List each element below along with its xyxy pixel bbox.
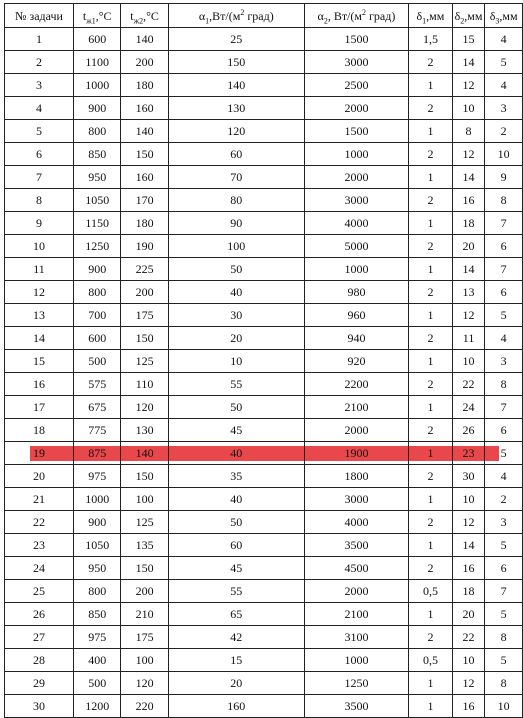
t1-cell: 1050 xyxy=(74,189,121,212)
alpha2-cell: 920 xyxy=(304,350,408,373)
alpha1-cell: 55 xyxy=(168,580,304,603)
delta3-cell: 5 xyxy=(485,534,523,557)
delta1-cell: 2 xyxy=(409,235,453,258)
delta1-cell: 1 xyxy=(409,603,453,626)
task-number-cell: 25 xyxy=(5,580,74,603)
t1-cell: 675 xyxy=(74,396,121,419)
alpha1-cell: 40 xyxy=(168,281,304,304)
alpha2-cell: 5000 xyxy=(304,235,408,258)
delta1-cell: 1 xyxy=(409,258,453,281)
t1-cell: 400 xyxy=(74,649,121,672)
alpha1-cell: 130 xyxy=(168,97,304,120)
task-number-cell: 26 xyxy=(5,603,74,626)
t1-cell: 800 xyxy=(74,580,121,603)
t1-cell: 900 xyxy=(74,97,121,120)
delta1-cell: 1 xyxy=(409,488,453,511)
task-parameters-table xyxy=(4,3,523,718)
t1-cell: 575 xyxy=(74,373,121,396)
alpha2-cell: 1900 xyxy=(304,442,408,465)
delta3-cell: 9 xyxy=(485,166,523,189)
delta1-cell: 1 xyxy=(409,534,453,557)
table-row xyxy=(5,465,523,488)
delta1-cell: 0,5 xyxy=(409,649,453,672)
t2-cell: 100 xyxy=(121,488,168,511)
alpha2-cell: 2000 xyxy=(304,166,408,189)
alpha2-cell: 3100 xyxy=(304,626,408,649)
alpha2-cell: 3500 xyxy=(304,695,408,718)
header-t1: $t_{ж1},^\circ C$ xyxy=(74,4,121,28)
delta3-cell: 6 xyxy=(485,235,523,258)
delta1-cell: 2 xyxy=(409,97,453,120)
alpha1-cell: 60 xyxy=(168,143,304,166)
alpha1-cell: 40 xyxy=(168,488,304,511)
t1-cell: 1000 xyxy=(74,488,121,511)
t1-cell: 800 xyxy=(74,120,121,143)
alpha2-cell: 1500 xyxy=(304,120,408,143)
delta3-cell: 8 xyxy=(485,626,523,649)
alpha1-cell: 50 xyxy=(168,258,304,281)
delta1-cell: 2 xyxy=(409,419,453,442)
delta3-cell: 7 xyxy=(485,580,523,603)
table-row xyxy=(5,28,523,51)
alpha1-cell: 90 xyxy=(168,212,304,235)
t1-cell: 500 xyxy=(74,672,121,695)
delta1-cell: 2 xyxy=(409,143,453,166)
task-number-cell: 13 xyxy=(5,304,74,327)
t1-cell: 1200 xyxy=(74,695,121,718)
task-number-cell: 29 xyxy=(5,672,74,695)
delta2-cell: 24 xyxy=(452,396,484,419)
task-number-cell: 23 xyxy=(5,534,74,557)
t1-cell: 800 xyxy=(74,281,121,304)
delta1-cell: 1 xyxy=(409,672,453,695)
table-row xyxy=(5,189,523,212)
task-number-cell: 1 xyxy=(5,28,74,51)
alpha1-cell: 160 xyxy=(168,695,304,718)
t2-cell: 170 xyxy=(121,189,168,212)
table-row xyxy=(5,51,523,74)
delta2-cell: 20 xyxy=(452,603,484,626)
alpha2-cell: 2500 xyxy=(304,74,408,97)
delta2-cell: 20 xyxy=(452,235,484,258)
t2-cell: 135 xyxy=(121,534,168,557)
delta1-cell: 1 xyxy=(409,396,453,419)
alpha2-cell: 2100 xyxy=(304,396,408,419)
table-row xyxy=(5,488,523,511)
table-row xyxy=(5,695,523,718)
delta2-cell: 10 xyxy=(452,350,484,373)
alpha2-cell: 960 xyxy=(304,304,408,327)
delta3-cell: 4 xyxy=(485,327,523,350)
task-number-cell: 5 xyxy=(5,120,74,143)
delta2-cell: 22 xyxy=(452,373,484,396)
delta3-cell: 3 xyxy=(485,350,523,373)
table-row xyxy=(5,580,523,603)
table-row xyxy=(5,672,523,695)
t1-cell: 850 xyxy=(74,603,121,626)
delta3-cell: 4 xyxy=(485,465,523,488)
t1-cell: 1100 xyxy=(74,51,121,74)
table-row xyxy=(5,304,523,327)
t1-cell: 900 xyxy=(74,258,121,281)
table-row xyxy=(5,327,523,350)
t1-cell: 1000 xyxy=(74,74,121,97)
header-alpha1: $\alpha_1,Вт/(м^2$ град) xyxy=(168,4,304,28)
t2-cell: 175 xyxy=(121,304,168,327)
t2-cell: 150 xyxy=(121,557,168,580)
table-row xyxy=(5,120,523,143)
table-row xyxy=(5,419,523,442)
delta3-cell: 2 xyxy=(485,488,523,511)
alpha1-cell: 120 xyxy=(168,120,304,143)
header-delta2: $\delta_2,мм$ xyxy=(452,4,484,28)
t1-cell: 700 xyxy=(74,304,121,327)
alpha1-cell: 50 xyxy=(168,396,304,419)
t1-cell: 950 xyxy=(74,166,121,189)
t1-cell: 850 xyxy=(74,143,121,166)
task-number-cell: 9 xyxy=(5,212,74,235)
task-number-cell: 18 xyxy=(5,419,74,442)
t2-cell: 125 xyxy=(121,511,168,534)
delta3-cell: 5 xyxy=(485,51,523,74)
task-number-cell: 28 xyxy=(5,649,74,672)
table-row xyxy=(5,74,523,97)
t2-cell: 180 xyxy=(121,212,168,235)
task-number-cell: 14 xyxy=(5,327,74,350)
alpha1-cell: 45 xyxy=(168,557,304,580)
delta1-cell: 1 xyxy=(409,120,453,143)
t1-cell: 975 xyxy=(74,465,121,488)
t1-cell: 500 xyxy=(74,350,121,373)
alpha2-cell: 4000 xyxy=(304,212,408,235)
task-number-cell: 16 xyxy=(5,373,74,396)
alpha1-cell: 140 xyxy=(168,74,304,97)
delta2-cell: 30 xyxy=(452,465,484,488)
t2-cell: 200 xyxy=(121,51,168,74)
delta2-cell: 12 xyxy=(452,672,484,695)
t1-cell: 1250 xyxy=(74,235,121,258)
alpha1-cell: 42 xyxy=(168,626,304,649)
task-number-cell: 15 xyxy=(5,350,74,373)
alpha2-cell: 1000 xyxy=(304,143,408,166)
delta3-cell: 5 xyxy=(485,603,523,626)
t2-cell: 160 xyxy=(121,97,168,120)
delta3-cell: 4 xyxy=(485,28,523,51)
task-number-cell: 6 xyxy=(5,143,74,166)
delta2-cell: 12 xyxy=(452,143,484,166)
table-row xyxy=(5,511,523,534)
alpha1-cell: 65 xyxy=(168,603,304,626)
alpha1-cell: 100 xyxy=(168,235,304,258)
alpha2-cell: 1250 xyxy=(304,672,408,695)
delta1-cell: 2 xyxy=(409,465,453,488)
table-row xyxy=(5,166,523,189)
t1-cell: 975 xyxy=(74,626,121,649)
task-number-cell: 20 xyxy=(5,465,74,488)
t1-cell: 950 xyxy=(74,557,121,580)
t2-cell: 220 xyxy=(121,695,168,718)
alpha1-cell: 40 xyxy=(168,442,304,465)
delta1-cell: 0,5 xyxy=(409,580,453,603)
alpha2-cell: 2000 xyxy=(304,97,408,120)
delta1-cell: 1 xyxy=(409,350,453,373)
delta2-cell: 22 xyxy=(452,626,484,649)
alpha2-cell: 2000 xyxy=(304,419,408,442)
table-row xyxy=(5,235,523,258)
task-number-cell: 2 xyxy=(5,51,74,74)
alpha1-cell: 20 xyxy=(168,327,304,350)
t1-cell: 900 xyxy=(74,511,121,534)
alpha1-cell: 10 xyxy=(168,350,304,373)
delta1-cell: 2 xyxy=(409,281,453,304)
alpha2-cell: 3000 xyxy=(304,51,408,74)
alpha2-cell: 2100 xyxy=(304,603,408,626)
delta3-cell: 6 xyxy=(485,419,523,442)
delta1-cell: 2 xyxy=(409,373,453,396)
delta3-cell: 8 xyxy=(485,672,523,695)
alpha1-cell: 70 xyxy=(168,166,304,189)
delta1-cell: 2 xyxy=(409,51,453,74)
task-number-cell: 27 xyxy=(5,626,74,649)
delta2-cell: 14 xyxy=(452,166,484,189)
t2-cell: 130 xyxy=(121,419,168,442)
table-row xyxy=(5,557,523,580)
alpha2-cell: 3500 xyxy=(304,534,408,557)
t1-cell: 1050 xyxy=(74,534,121,557)
delta3-cell: 2 xyxy=(485,120,523,143)
alpha2-cell: 1000 xyxy=(304,649,408,672)
alpha1-cell: 45 xyxy=(168,419,304,442)
delta1-cell: 2 xyxy=(409,557,453,580)
t2-cell: 200 xyxy=(121,281,168,304)
table-row xyxy=(5,649,523,672)
task-number-cell: 30 xyxy=(5,695,74,718)
delta3-cell: 3 xyxy=(485,97,523,120)
delta3-cell: 8 xyxy=(485,189,523,212)
delta2-cell: 14 xyxy=(452,51,484,74)
t2-cell: 160 xyxy=(121,166,168,189)
delta1-cell: 2 xyxy=(409,511,453,534)
t2-cell: 180 xyxy=(121,74,168,97)
task-number-cell: 8 xyxy=(5,189,74,212)
table-row xyxy=(5,258,523,281)
header-row xyxy=(5,4,523,28)
table-row xyxy=(5,350,523,373)
t2-cell: 225 xyxy=(121,258,168,281)
t2-cell: 125 xyxy=(121,350,168,373)
delta2-cell: 16 xyxy=(452,695,484,718)
delta1-cell: 1 xyxy=(409,695,453,718)
alpha2-cell: 2200 xyxy=(304,373,408,396)
delta2-cell: 16 xyxy=(452,189,484,212)
t1-cell: 600 xyxy=(74,327,121,350)
delta3-cell: 7 xyxy=(485,212,523,235)
delta2-cell: 14 xyxy=(452,534,484,557)
delta3-cell: 6 xyxy=(485,281,523,304)
alpha1-cell: 60 xyxy=(168,534,304,557)
t2-cell: 120 xyxy=(121,396,168,419)
delta3-cell: 4 xyxy=(485,74,523,97)
delta3-cell: 6 xyxy=(485,557,523,580)
delta3-cell: 7 xyxy=(485,258,523,281)
t2-cell: 150 xyxy=(121,143,168,166)
alpha1-cell: 55 xyxy=(168,373,304,396)
alpha1-cell: 50 xyxy=(168,511,304,534)
task-number-cell: 4 xyxy=(5,97,74,120)
delta2-cell: 14 xyxy=(452,258,484,281)
delta2-cell: 12 xyxy=(452,74,484,97)
delta3-cell: 10 xyxy=(485,143,523,166)
alpha1-cell: 15 xyxy=(168,649,304,672)
delta2-cell: 15 xyxy=(452,28,484,51)
delta2-cell: 10 xyxy=(452,97,484,120)
delta2-cell: 16 xyxy=(452,557,484,580)
task-number-cell: 10 xyxy=(5,235,74,258)
alpha1-cell: 20 xyxy=(168,672,304,695)
header-t2: $t_{ж2},^\circ C$ xyxy=(121,4,168,28)
alpha1-cell: 25 xyxy=(168,28,304,51)
task-number-cell: 21 xyxy=(5,488,74,511)
delta1-cell: 2 xyxy=(409,189,453,212)
task-number-cell: 12 xyxy=(5,281,74,304)
table-row xyxy=(5,212,523,235)
t2-cell: 175 xyxy=(121,626,168,649)
task-number-cell: 7 xyxy=(5,166,74,189)
table-row xyxy=(5,534,523,557)
t2-cell: 150 xyxy=(121,465,168,488)
task-number-cell: 3 xyxy=(5,74,74,97)
alpha2-cell: 1000 xyxy=(304,258,408,281)
table-row xyxy=(5,281,523,304)
alpha2-cell: 2000 xyxy=(304,580,408,603)
alpha1-cell: 150 xyxy=(168,51,304,74)
delta2-cell: 26 xyxy=(452,419,484,442)
task-number-cell: 11 xyxy=(5,258,74,281)
alpha2-cell: 3000 xyxy=(304,189,408,212)
delta3-cell: 3 xyxy=(485,511,523,534)
delta1-cell: 1 xyxy=(409,304,453,327)
delta2-cell: 23 xyxy=(452,442,484,465)
t2-cell: 140 xyxy=(121,442,168,465)
delta1-cell: 1 xyxy=(409,442,453,465)
delta1-cell: 1 xyxy=(409,166,453,189)
header-task-number: № задачи xyxy=(5,4,74,28)
t2-cell: 110 xyxy=(121,373,168,396)
task-number-cell: 24 xyxy=(5,557,74,580)
delta1-cell: 2 xyxy=(409,626,453,649)
table-row xyxy=(5,373,523,396)
delta3-cell: 5 xyxy=(485,304,523,327)
delta1-cell: 2 xyxy=(409,327,453,350)
header-alpha2: $\alpha_2$, $Вт/(м^2$ град) xyxy=(304,4,408,28)
alpha2-cell: 940 xyxy=(304,327,408,350)
delta3-cell: 10 xyxy=(485,695,523,718)
alpha2-cell: 1500 xyxy=(304,28,408,51)
alpha1-cell: 80 xyxy=(168,189,304,212)
delta2-cell: 10 xyxy=(452,649,484,672)
delta2-cell: 13 xyxy=(452,281,484,304)
alpha2-cell: 4000 xyxy=(304,511,408,534)
t2-cell: 210 xyxy=(121,603,168,626)
alpha2-cell: 3000 xyxy=(304,488,408,511)
table-row xyxy=(5,603,523,626)
alpha2-cell: 1800 xyxy=(304,465,408,488)
delta3-cell: 8 xyxy=(485,373,523,396)
t1-cell: 600 xyxy=(74,28,121,51)
alpha2-cell: 980 xyxy=(304,281,408,304)
task-number-cell: 17 xyxy=(5,396,74,419)
delta1-cell: 1 xyxy=(409,74,453,97)
t1-cell: 875 xyxy=(74,442,121,465)
t2-cell: 140 xyxy=(121,28,168,51)
t2-cell: 100 xyxy=(121,649,168,672)
alpha1-cell: 35 xyxy=(168,465,304,488)
table-row xyxy=(5,396,523,419)
t2-cell: 120 xyxy=(121,672,168,695)
table-row xyxy=(5,442,523,465)
t1-cell: 775 xyxy=(74,419,121,442)
delta3-cell: 5 xyxy=(485,442,523,465)
delta3-cell: 7 xyxy=(485,396,523,419)
delta1-cell: 1 xyxy=(409,212,453,235)
header-delta1: $\delta_1,мм$ xyxy=(409,4,453,28)
delta2-cell: 18 xyxy=(452,212,484,235)
t1-cell: 1150 xyxy=(74,212,121,235)
task-number-cell: 19 xyxy=(5,442,74,465)
task-number-cell: 22 xyxy=(5,511,74,534)
table-row xyxy=(5,143,523,166)
delta1-cell: 1,5 xyxy=(409,28,453,51)
delta2-cell: 12 xyxy=(452,304,484,327)
delta2-cell: 10 xyxy=(452,488,484,511)
table-row xyxy=(5,626,523,649)
alpha1-cell: 30 xyxy=(168,304,304,327)
delta2-cell: 11 xyxy=(452,327,484,350)
delta3-cell: 5 xyxy=(485,649,523,672)
delta2-cell: 8 xyxy=(452,120,484,143)
header-delta3: $\delta_3,мм$ xyxy=(485,4,523,28)
table-row xyxy=(5,97,523,120)
t2-cell: 140 xyxy=(121,120,168,143)
t2-cell: 200 xyxy=(121,580,168,603)
delta2-cell: 12 xyxy=(452,511,484,534)
alpha2-cell: 4500 xyxy=(304,557,408,580)
t2-cell: 190 xyxy=(121,235,168,258)
t2-cell: 150 xyxy=(121,327,168,350)
delta2-cell: 18 xyxy=(452,580,484,603)
